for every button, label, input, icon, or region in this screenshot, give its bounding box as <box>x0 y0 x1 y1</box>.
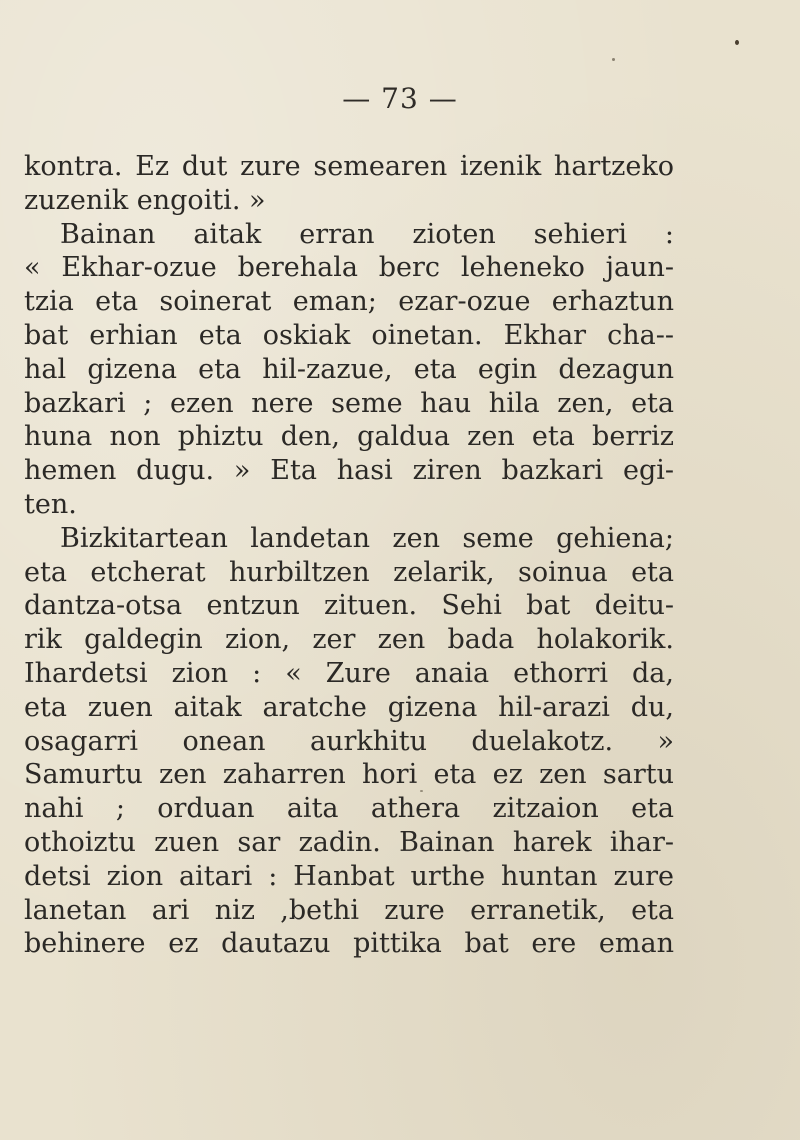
text-line: tzia eta soinerat eman; ezar-ozue erhaztun <box>24 286 674 318</box>
text-line: bazkari ; ezen nere seme hau hila zen, eta <box>24 387 674 419</box>
text-line: eta zuen aitak aratche gizena hil-arazi du, <box>24 691 674 723</box>
text-line: ten. <box>24 488 77 520</box>
text-line: zuzenik engoiti. » <box>24 184 266 216</box>
text-line: lanetan ari niz ,bethi zure erranetik, eta <box>24 894 674 926</box>
text-line: hal gizena eta hil-zazue, eta egin dezagun <box>24 353 674 385</box>
text-line: behinere ez dautazu pittika bat ere eman <box>24 928 674 960</box>
text-line: othoiztu zuen sar zadin. Bainan harek ihar- <box>24 826 674 858</box>
paragraph-start-line: Bizkitartean landetan zen seme gehiena; <box>60 522 674 554</box>
text-line: nahi ; orduan aita athera zitzaion eta <box>24 793 674 825</box>
text-line: detsi zion aitari : Hanbat urthe huntan zure <box>24 860 674 892</box>
text-line: bat erhian eta oskiak oinetan. Ekhar cha-- <box>24 319 674 351</box>
paragraph-start-line: Bainan aitak erran zioten sehieri : <box>60 218 674 250</box>
text-line: kontra. Ez dut zure semearen izenik hartzeko <box>24 151 674 182</box>
text-line: huna non phiztu den, galdua zen eta berriz <box>24 421 674 453</box>
ink-speck <box>735 40 739 45</box>
text-line: hemen dugu. » Eta hasi ziren bazkari egi- <box>24 455 674 487</box>
text-line: Samurtu zen zaharren hori eta ez zen sartu <box>24 759 674 791</box>
page-number: — 73 — <box>342 82 458 115</box>
text-line: rik galdegin zion, zer zen bada holakorik. <box>24 624 674 656</box>
text-line: osagarri onean aurkhitu duelakotz. » <box>24 725 674 757</box>
ink-speck <box>612 58 615 61</box>
text-line: Ihardetsi zion : « Zure anaia ethorri da, <box>24 657 674 689</box>
text-line: « Ekhar-ozue berehala berc leheneko jaun- <box>24 252 674 284</box>
text-line: eta etcherat hurbiltzen zelarik, soinua eta <box>24 556 674 588</box>
text-line: dantza-otsa entzun zituen. Sehi bat deitu- <box>24 590 674 622</box>
ink-speck <box>420 790 423 792</box>
body-text <box>24 150 674 961</box>
